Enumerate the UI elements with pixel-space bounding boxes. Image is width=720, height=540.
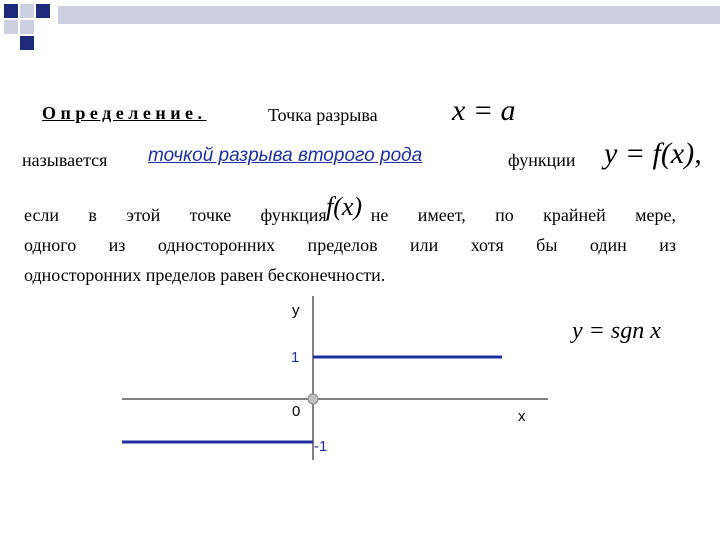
definition-heading: Определение. (42, 103, 207, 123)
equation-y-equals-fx: y = f(x), (604, 137, 702, 170)
equation-x-equals-a: x = a (452, 94, 516, 127)
equation-sgn: y = sgn x (572, 318, 661, 344)
one-label: 1 (291, 349, 300, 366)
paragraph-line-1b: не имеет, по крайней мере, (370, 205, 676, 225)
definition-called: называется (22, 150, 108, 170)
equation-fx: f(x) (326, 192, 363, 221)
definition-function-word: функции (508, 150, 576, 170)
origin-point (308, 394, 318, 404)
x-axis-label: x (518, 408, 526, 425)
y-axis-label: y (292, 302, 300, 319)
definition-term: точкой разрыва второго рода (148, 145, 423, 166)
paragraph-line-3: односторонних пределов равен бесконечности. (24, 265, 386, 285)
zero-label: 0 (292, 403, 301, 420)
minus-one-label: -1 (314, 438, 328, 455)
definition-line1: Точка разрыва (268, 105, 378, 125)
paragraph-line-1a: если в этой точке функция (24, 205, 327, 225)
paragraph-line-2: одного из односторонних пределов или хотя бы один из (24, 235, 676, 255)
